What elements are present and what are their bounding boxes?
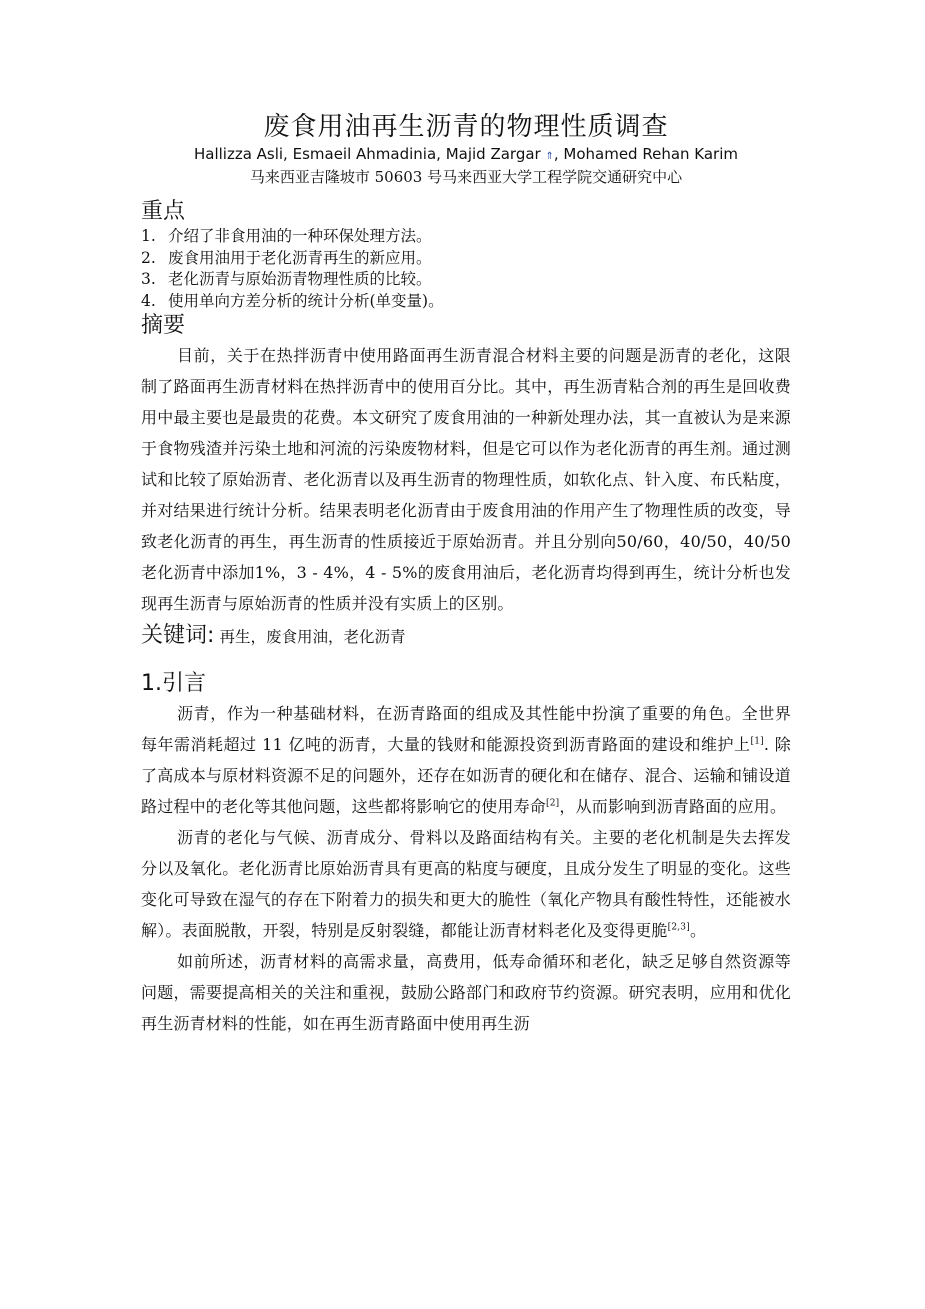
intro-heading: 1.引言 <box>141 671 206 696</box>
intro-paragraph-1 <box>141 698 791 822</box>
author-list <box>141 144 791 167</box>
highlight-number: 2. <box>141 248 156 267</box>
keywords <box>141 621 791 652</box>
highlight-text: 老化沥青与原始沥青物理性质的比较。 <box>168 270 432 288</box>
intro-paragraph-2 <box>141 822 791 946</box>
highlight-item <box>141 291 791 313</box>
highlight-number: 1. <box>141 227 156 245</box>
keywords-text: 再生，废食用油，老化沥青 <box>219 628 406 646</box>
corresponding-author-icon[interactable]: ⇑ <box>545 151 554 162</box>
citation-ref-2-3[interactable]: [2,3] <box>667 922 690 933</box>
highlight-item <box>141 269 791 291</box>
highlights-heading: 重点 <box>141 199 186 224</box>
paper-page <box>141 110 791 1039</box>
highlight-text: 废食用油用于老化沥青再生的新应用。 <box>168 248 432 267</box>
highlight-number: 4. <box>141 291 156 310</box>
intro-paragraph-3: 如前所述，沥青材料的高需求量，高费用，低寿命循环和老化，缺乏足够自然资源等问题，需要提高相关的关注和重视，鼓励公路部门和政府节约资源。研究表明，应用和优化再生沥青材料的性能，如在再生沥青路面中使用再生沥 <box>141 952 791 1033</box>
intro-p2-text-b: 。 <box>689 921 707 940</box>
abstract-text: 目前，关于在热拌沥青中使用路面再生沥青混合材料主要的问题是沥青的老化，这限制了路面再生沥青材料在热拌沥青中的使用百分比。其中，再生沥青粘合剂的再生是回收费用中最主要也是最贵的花费。本文研究了废食用油的一种新处理办法，其一直被认为是来源于食物残渣并污染土地和河流的污染废物材料，但是它可以作为老化沥青的再生剂。通过测试和比较了原始沥青、老化沥青以及再生沥青的物理性质，如软化点、针入度、布氏粘度，并对结果进行统计分析。结果表明老化沥青由于废食用油的作用产生了物理性质的改变，导致老化沥青的再生，再生沥青的性质接近于原始沥青。并且分别向50/60，40/50，40/50老化沥青中添加1%，3 - 4%，4 - 5%的废食用油后，老化沥青均得到再生，统计分析也发现再生沥青与原始沥青的性质并没有实质上的区别。 <box>141 346 791 613</box>
highlight-number: 3. <box>141 270 156 288</box>
highlight-item <box>141 248 791 270</box>
authors-part-2: , Mohamed Rehan Karim <box>553 145 739 163</box>
intro-p2-text-a: 沥青的老化与气候、沥青成分、骨料以及路面结构有关。主要的老化机制是失去挥发分以及氧化。老化沥青比原始沥青具有更高的粘度与硬度，且成分发生了明显的变化。这些变化可导致在湿气的存在下附着力的损失和更大的脆性（氧化产物具有酸性特性，还能被水解）。表面脱散，开裂，特别是反射裂缝，都能让沥青材料老化及变得更脆 <box>141 828 791 940</box>
affiliation: 马来西亚吉隆坡市 50603 号马来西亚大学工程学院交通研究中心 <box>249 168 683 186</box>
paper-title: 废食用油再生沥青的物理性质调查 <box>263 112 669 142</box>
highlight-item <box>141 226 791 248</box>
highlight-text: 使用单向方差分析的统计分析(单变量)。 <box>168 291 444 310</box>
citation-ref-2[interactable]: [2] <box>546 798 560 809</box>
citation-ref-1[interactable]: [1] <box>750 736 764 747</box>
intro-p1-text-b: . 除了高成本与原材料资源不足的问题外，还存在如沥青的硬化和在储存、混合、运输和铺设道路过程中的老化等其他问题，这些都将影响它的使用寿命 <box>141 735 791 816</box>
intro-p1-text-c: ，从而影响到沥青路面的应用。 <box>559 797 787 816</box>
keywords-label: 关键词: <box>141 623 215 648</box>
abstract-heading: 摘要 <box>141 313 186 338</box>
highlight-text: 介绍了非食用油的一种环保处理方法。 <box>168 227 432 245</box>
highlights-list <box>141 226 791 312</box>
authors-part-1: Hallizza Asli, Esmaeil Ahmadinia, Majid Zargar <box>193 145 546 163</box>
intro-p1-text-a: 沥青，作为一种基础材料，在沥青路面的组成及其性能中扮演了重要的角色。全世界每年需消耗超过 11 亿吨的沥青，大量的钱财和能源投资到沥青路面的建设和维护上 <box>141 704 791 754</box>
